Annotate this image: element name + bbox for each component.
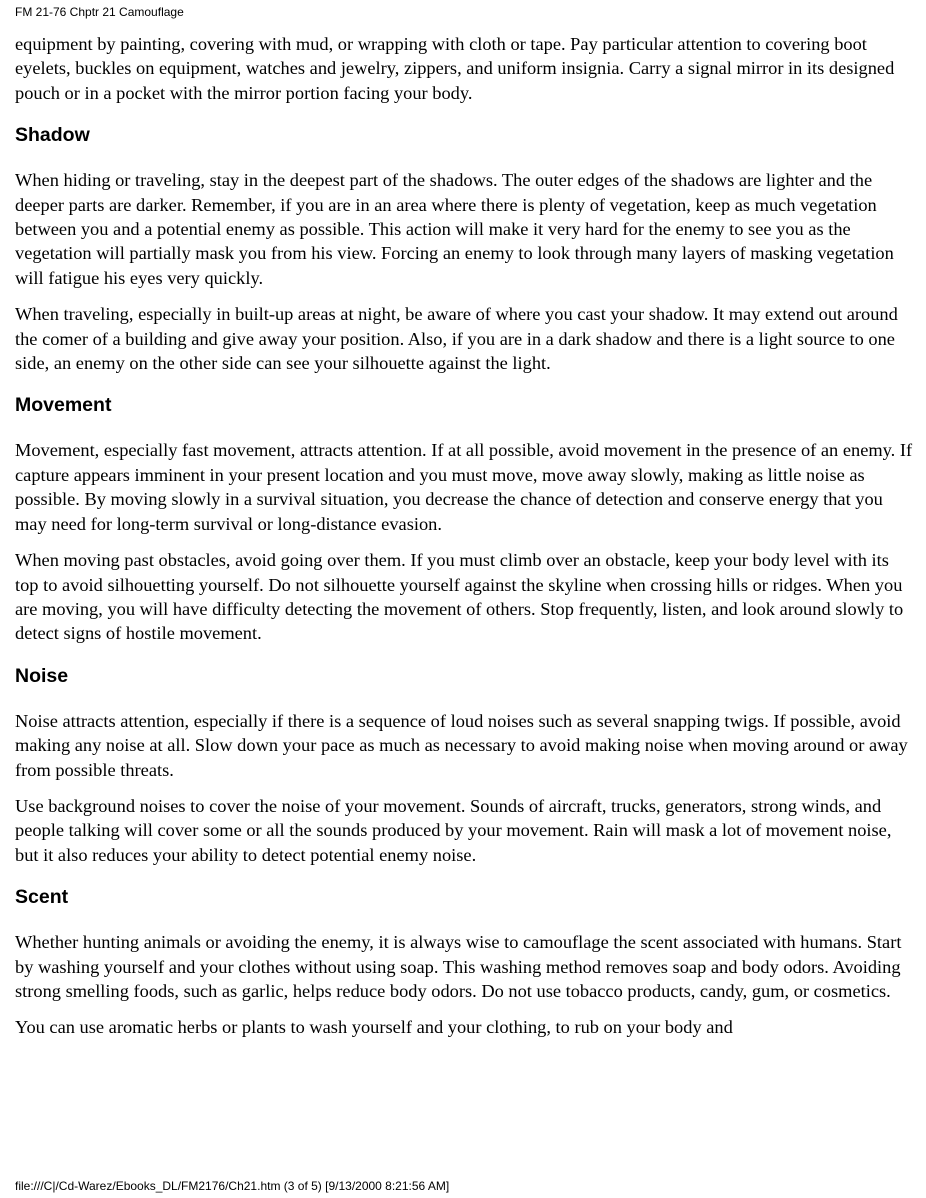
page-footer-path: file:///C|/Cd-Warez/Ebooks_DL/FM2176/Ch21.htm (3 of 5) [9/13/2000 8:21:56 AM] <box>15 1179 450 1193</box>
movement-heading: Movement <box>15 394 112 417</box>
scent-paragraph-1: Whether hunting animals or avoiding the enemy, it is always wise to camouflage the scent associated with humans. Start by washing yourself and your clothes without using soap. This washing method removes soap and body odors. Avoiding strong smelling foods, such as garlic, helps reduce body odors. Do not use tobacco products, candy, gum, or cosmetics. <box>15 932 902 1001</box>
shadow-heading: Shadow <box>15 124 90 147</box>
movement-paragraph-2: When moving past obstacles, avoid going over them. If you must climb over an obstacle, keep your body level with its top to avoid silhouetting yourself. Do not silhouette yourself against the skyline when crossing hills or ridges. When you are moving, you will have difficulty detecting the movement of others. Stop frequently, listen, and look around slowly to detect signs of hostile movement. <box>15 550 904 644</box>
intro-paragraph: equipment by painting, covering with mud, or wrapping with cloth or tape. Pay particular attention to covering boot eyelets, buckles on equipment, watches and jewelry, zippers, and uniform insignia. Carry a signal mirror in its designed pouch or in a pocket with the mirror portion facing your body. <box>15 34 895 103</box>
shadow-paragraph-1: When hiding or traveling, stay in the deepest part of the shadows. The outer edges of the shadows are lighter and the deeper parts are darker. Remember, if you are in an area where there is plenty of vegetation, keep as much vegetation between you and a potential enemy as possible. This action will make it very hard for the enemy to see you as the vegetation will partially mask you from his view. Forcing an enemy to look through many layers of masking vegetation will fatigue his eyes very quickly. <box>15 170 894 288</box>
shadow-paragraph-2: When traveling, especially in built-up areas at night, be aware of where you cast your shadow. It may extend out around the comer of a building and give away your position. Also, if you are in a dark shadow and there is a light source to one side, an enemy on the other side can see your silhouette against the light. <box>15 304 898 374</box>
page-header-title: FM 21-76 Chptr 21 Camouflage <box>15 5 184 19</box>
noise-paragraph-1: Noise attracts attention, especially if there is a sequence of loud noises such as several snapping twigs. If possible, avoid making any noise at all. Slow down your pace as much as necessary to avoid making noise when moving around or away from possible threats. <box>15 710 908 780</box>
movement-paragraph-1: Movement, especially fast movement, attracts attention. If at all possible, avoid movement in the presence of an enemy. If capture appears imminent in your present location and you must move, move away slowly, making as little noise as possible. By moving slowly in a survival situation, you decrease the chance of detection and conserve energy that you may need for long-term survival or long-distance evasion. <box>15 440 913 534</box>
noise-paragraph-2: Use background noises to cover the noise of your movement. Sounds of aircraft, trucks, generators, strong winds, and people talking will cover some or all the sounds produced by your movement. Rain will mask a lot of movement noise, but it also reduces your ability to detect potential enemy noise. <box>15 795 892 865</box>
document-body <box>15 32 913 1052</box>
scent-heading: Scent <box>15 886 69 909</box>
noise-heading: Noise <box>15 664 69 687</box>
scent-paragraph-2: You can use aromatic herbs or plants to wash yourself and your clothing, to rub on your body and <box>15 1017 733 1038</box>
